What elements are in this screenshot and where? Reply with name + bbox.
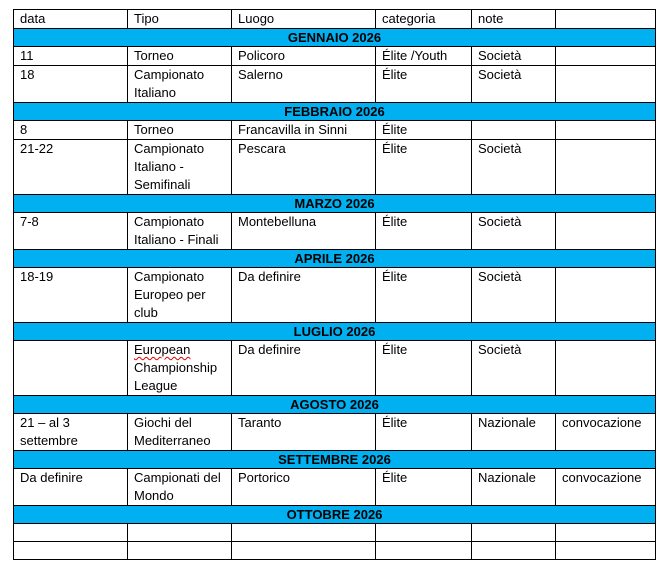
cell-note: Nazionale <box>472 414 556 451</box>
cell-date: 8 <box>14 121 128 140</box>
cell-extra <box>556 66 656 103</box>
month-heading: SETTEMBRE 2026 <box>14 451 656 469</box>
header-cell-note: note <box>472 10 556 29</box>
table-row <box>14 213 656 250</box>
month-band-row <box>14 103 656 121</box>
cell-category: Élite <box>376 121 472 140</box>
cell-date: Da definire <box>14 469 128 506</box>
cell-note: Società <box>472 47 556 66</box>
cell-date <box>14 341 128 396</box>
cell-place: Pescara <box>232 140 376 195</box>
table-row <box>14 140 656 195</box>
cell-date: 18 <box>14 66 128 103</box>
calendar-document <box>13 9 656 560</box>
spellcheck-flagged-word: European <box>134 342 191 357</box>
month-band-row <box>14 323 656 341</box>
table-row <box>14 524 656 542</box>
cell-category: Élite <box>376 341 472 396</box>
events-calendar-table <box>13 9 656 560</box>
cell-category <box>376 542 472 560</box>
cell-place: Policoro <box>232 47 376 66</box>
cell-note <box>472 542 556 560</box>
cell-type: European Championship League <box>128 341 232 396</box>
table-row <box>14 66 656 103</box>
cell-category <box>376 524 472 542</box>
cell-type: Campionato Italiano - Finali <box>128 213 232 250</box>
cell-extra <box>556 47 656 66</box>
cell-extra <box>556 121 656 140</box>
table-row <box>14 341 656 396</box>
cell-note: Società <box>472 268 556 323</box>
table-row <box>14 121 656 140</box>
cell-extra <box>556 213 656 250</box>
month-band-row <box>14 396 656 414</box>
cell-category: Élite <box>376 268 472 323</box>
table-row <box>14 469 656 506</box>
month-band-row <box>14 506 656 524</box>
month-heading: AGOSTO 2026 <box>14 396 656 414</box>
month-heading: FEBBRAIO 2026 <box>14 103 656 121</box>
cell-date <box>14 542 128 560</box>
header-cell-categoria: categoria <box>376 10 472 29</box>
month-heading: LUGLIO 2026 <box>14 323 656 341</box>
header-cell-extra <box>556 10 656 29</box>
cell-type: Torneo <box>128 121 232 140</box>
cell-type <box>128 542 232 560</box>
cell-type: Giochi del Mediterraneo <box>128 414 232 451</box>
cell-date: 21 – al 3 settembre <box>14 414 128 451</box>
cell-place <box>232 524 376 542</box>
cell-note <box>472 524 556 542</box>
cell-date: 18-19 <box>14 268 128 323</box>
cell-date: 7-8 <box>14 213 128 250</box>
cell-extra: convocazione <box>556 469 656 506</box>
cell-place: Taranto <box>232 414 376 451</box>
cell-note: Società <box>472 140 556 195</box>
cell-type <box>128 524 232 542</box>
cell-type: Campionato Italiano <box>128 66 232 103</box>
cell-note <box>472 121 556 140</box>
cell-extra: convocazione <box>556 414 656 451</box>
cell-type: Torneo <box>128 47 232 66</box>
month-band-row <box>14 29 656 47</box>
cell-extra <box>556 542 656 560</box>
cell-date: 11 <box>14 47 128 66</box>
table-row <box>14 414 656 451</box>
cell-note: Società <box>472 341 556 396</box>
cell-category: Élite <box>376 66 472 103</box>
header-cell-luogo: Luogo <box>232 10 376 29</box>
header-row <box>14 10 656 29</box>
month-band-row <box>14 195 656 213</box>
cell-note: Nazionale <box>472 469 556 506</box>
cell-type: Campionato Europeo per club <box>128 268 232 323</box>
cell-extra <box>556 341 656 396</box>
cell-category: Élite <box>376 140 472 195</box>
cell-place: Francavilla in Sinni <box>232 121 376 140</box>
cell-place: Portorico <box>232 469 376 506</box>
cell-place <box>232 542 376 560</box>
cell-date <box>14 524 128 542</box>
month-band-row <box>14 451 656 469</box>
cell-category: Élite <box>376 414 472 451</box>
cell-category: Élite <box>376 213 472 250</box>
month-heading: APRILE 2026 <box>14 250 656 268</box>
cell-note: Società <box>472 66 556 103</box>
cell-type: Campionato Italiano - Semifinali <box>128 140 232 195</box>
cell-note: Società <box>472 213 556 250</box>
table-row <box>14 47 656 66</box>
cell-type: Campionati del Mondo <box>128 469 232 506</box>
cell-category: Élite /Youth <box>376 47 472 66</box>
cell-place: Da definire <box>232 341 376 396</box>
cell-extra <box>556 524 656 542</box>
cell-place: Salerno <box>232 66 376 103</box>
month-heading: MARZO 2026 <box>14 195 656 213</box>
cell-extra <box>556 268 656 323</box>
month-heading: OTTOBRE 2026 <box>14 506 656 524</box>
cell-place: Montebelluna <box>232 213 376 250</box>
cell-date: 21-22 <box>14 140 128 195</box>
table-row <box>14 268 656 323</box>
month-band-row <box>14 250 656 268</box>
cell-place: Da definire <box>232 268 376 323</box>
cell-category: Élite <box>376 469 472 506</box>
month-heading: GENNAIO 2026 <box>14 29 656 47</box>
cell-extra <box>556 140 656 195</box>
table-row <box>14 542 656 560</box>
header-cell-data: data <box>14 10 128 29</box>
header-cell-tipo: Tipo <box>128 10 232 29</box>
